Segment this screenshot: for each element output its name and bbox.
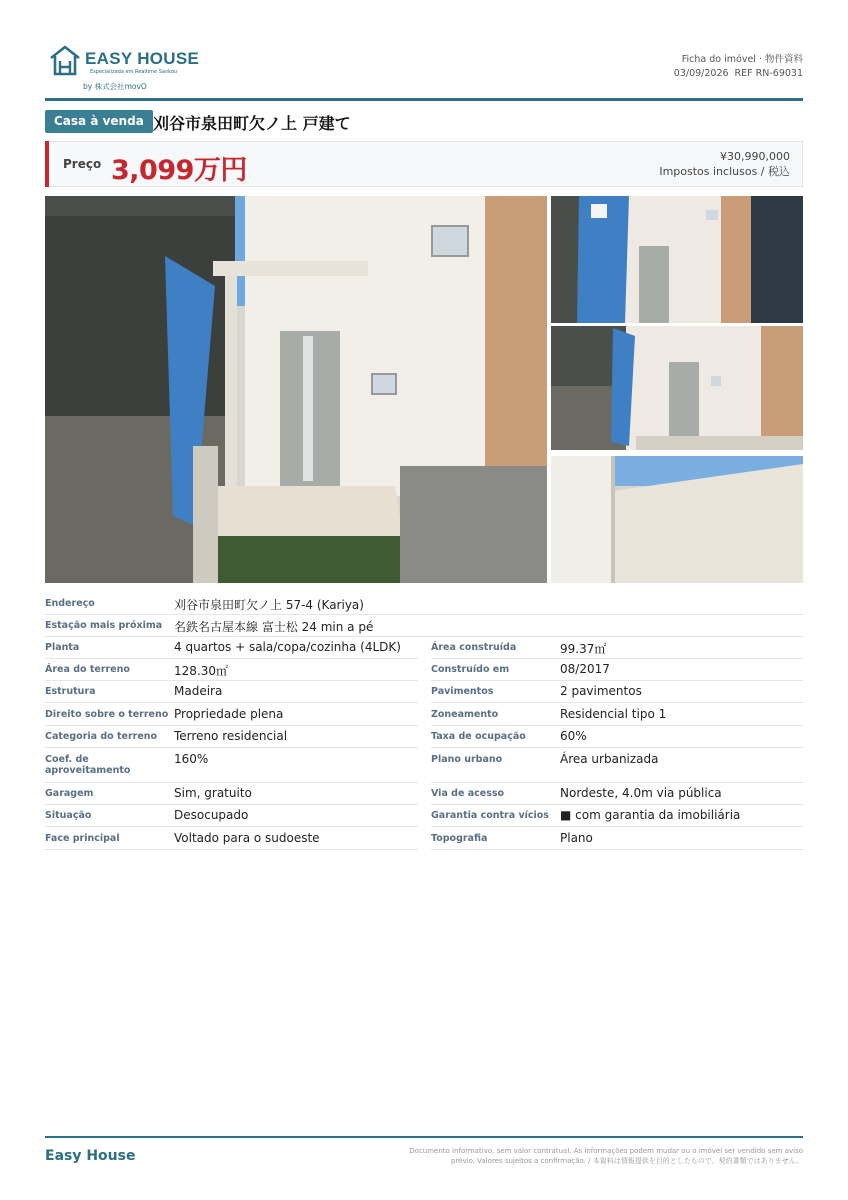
spec-value: 08/2017: [560, 662, 610, 676]
photo-gallery: [45, 196, 803, 583]
spec-row-structure: [45, 681, 418, 703]
listing-title-row: [45, 110, 803, 136]
spec-key: Coef. de aproveitamento: [45, 754, 131, 776]
spec-value: 128.30㎡: [174, 664, 228, 678]
spec-value: Desocupado: [174, 808, 249, 822]
header-divider: [45, 98, 803, 101]
footer-brand: Easy House: [45, 1148, 136, 1164]
spec-key: Pavimentos: [431, 686, 494, 697]
spec-row-topography: [431, 828, 803, 850]
listing-title: 刈谷市泉田町欠ノ上 戸建て: [153, 114, 351, 133]
spec-row-road: [431, 783, 803, 805]
price-box: [45, 141, 803, 187]
price-yen: ¥30,990,000: [720, 150, 790, 163]
spec-value: Madeira: [174, 684, 223, 698]
price-value: 3,099万円: [111, 155, 247, 186]
spec-row-parking: [45, 783, 418, 805]
spec-key: Estrutura: [45, 686, 96, 697]
spec-row-built-in: [431, 659, 803, 681]
footer-disclaimer-line-1: Documento informativo, sem valor contratual. As informações podem mudar ou o imóvel ser vendido sem aviso: [409, 1147, 803, 1155]
house-entrance-photo: [551, 196, 803, 323]
price-tax-note: Impostos inclusos / 税込: [659, 165, 790, 178]
spec-value: Plano: [560, 831, 593, 845]
photo-thumb-3[interactable]: [551, 456, 803, 583]
spec-key: Categoria do terreno: [45, 731, 158, 742]
spec-value: Área urbanizada: [560, 752, 659, 766]
spec-key: Área do terreno: [45, 664, 130, 675]
price-label: Preço: [63, 157, 102, 171]
house-front-photo: [45, 196, 547, 583]
brand-name: EASY HOUSE: [85, 49, 200, 68]
spec-value: 刈谷市泉田町欠ノ上 57-4 (Kariya): [174, 598, 364, 612]
spec-row-built-area: [431, 637, 803, 659]
spec-row-coverage: [431, 726, 803, 748]
spec-key: Área construída: [431, 642, 517, 653]
spec-value: 4 quartos + sala/copa/cozinha (4LDK): [174, 640, 401, 654]
document-ref: REF RN-69031: [734, 68, 803, 79]
spec-key: Planta: [45, 642, 80, 653]
spec-row-address: [45, 593, 803, 615]
spec-key: Garagem: [45, 788, 94, 799]
spec-key: Plano urbano: [431, 754, 503, 765]
price-detail: [659, 149, 790, 179]
spec-value: Sim, gratuito: [174, 786, 252, 800]
spec-key: Direito sobre o terreno: [45, 709, 169, 720]
spec-value: 60%: [560, 729, 587, 743]
brand-by: by 株式会社movO: [83, 82, 147, 91]
spec-row-station: [45, 615, 803, 637]
brand-tagline: Especializada em Realtime Sankou: [90, 69, 178, 75]
document-date: 03/09/2026: [673, 68, 729, 79]
brand-logo[interactable]: [45, 40, 265, 95]
spec-row-floors: [431, 681, 803, 703]
spec-value: Voltado para o sudoeste: [174, 831, 320, 845]
spec-value: Nordeste, 4.0m via pública: [560, 786, 722, 800]
photo-thumb-2[interactable]: [551, 326, 803, 450]
spec-row-land-area: [45, 659, 418, 681]
spec-row-far: [45, 749, 418, 783]
spec-key: Via de acesso: [431, 788, 505, 799]
house-side-photo: [551, 326, 803, 450]
spec-key: Taxa de ocupação: [431, 731, 526, 742]
photo-thumb-1[interactable]: [551, 196, 803, 323]
spec-value: Residencial tipo 1: [560, 707, 667, 721]
spec-key: Construído em: [431, 664, 510, 675]
document-kind: Ficha do imóvel · 物件資料: [681, 54, 803, 65]
spec-value: Terreno residencial: [174, 729, 288, 743]
document-meta: [674, 53, 803, 81]
spec-row-warranty: [431, 805, 803, 827]
spec-value: 名鉄名古屋本線 富士松 24 min a pé: [174, 620, 374, 634]
spec-key: Endereço: [45, 598, 95, 609]
listing-type-badge: Casa à venda: [45, 110, 153, 133]
footer-disclaimer-line-2: prévio. Valores sujeitos a confirmação. / 本資料は情報提供を目的としたもので、契約書類ではありません。: [451, 1157, 803, 1165]
spec-value: 160%: [174, 752, 209, 766]
spec-value: Propriedade plena: [174, 707, 284, 721]
footer-divider: [45, 1136, 803, 1138]
wall-photo: [551, 456, 803, 583]
spec-key: Face principal: [45, 833, 120, 844]
spec-key: Zoneamento: [431, 709, 499, 720]
spec-key: Estação mais próxima: [45, 620, 163, 631]
house-logo-icon: [49, 44, 81, 76]
spec-value: ■ com garantia da imobiliária: [560, 808, 741, 822]
spec-row-status: [45, 805, 418, 827]
spec-row-land-category: [45, 726, 418, 748]
spec-row-facing: [45, 828, 418, 850]
spec-row-zoning: [431, 704, 803, 726]
page-header: [45, 40, 803, 100]
photo-main[interactable]: [45, 196, 547, 583]
footer-disclaimer: [373, 1146, 803, 1166]
price-accent-bar: [45, 141, 49, 187]
spec-row-land-right: [45, 704, 418, 726]
spec-key: Garantia contra vícios: [431, 810, 549, 821]
spec-row-urban-plan: [431, 749, 803, 783]
spec-value: 99.37㎡: [560, 642, 607, 656]
spec-row-layout: [45, 637, 418, 659]
spec-key: Topografia: [431, 833, 488, 844]
spec-value: 2 pavimentos: [560, 684, 642, 698]
spec-key: Situação: [45, 810, 92, 821]
